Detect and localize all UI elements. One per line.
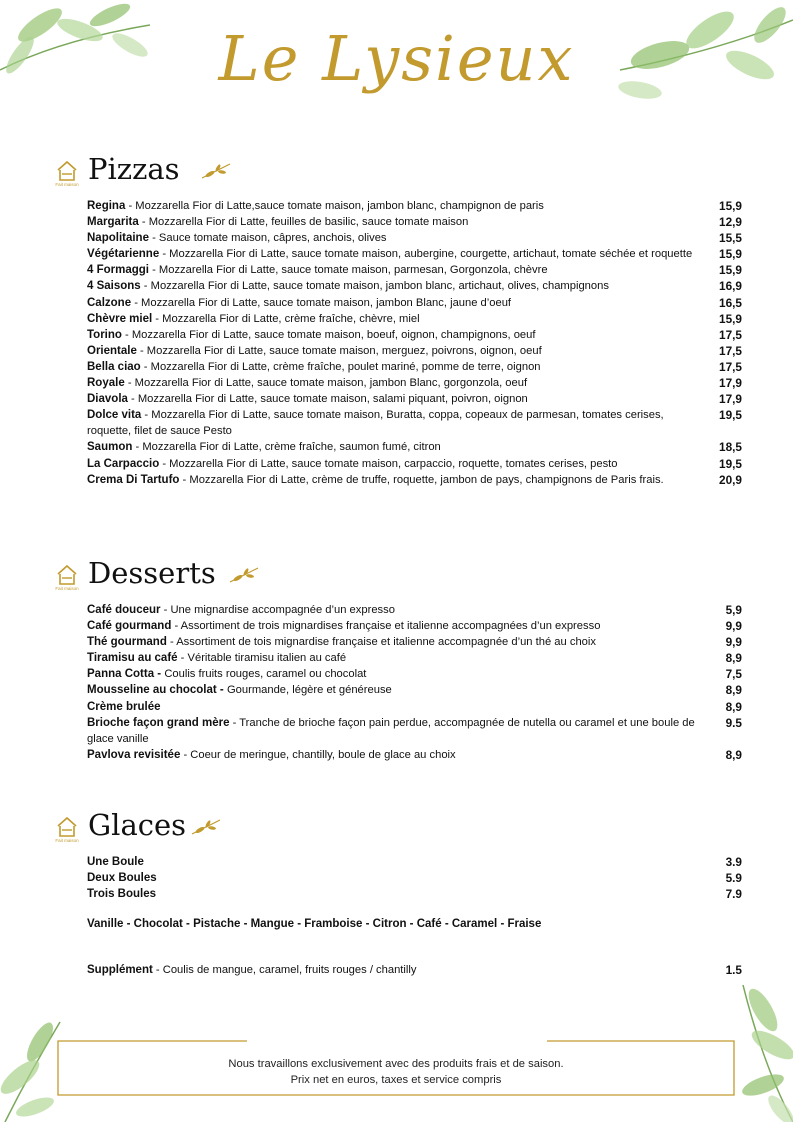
- menu-item-name: Crème brulée: [87, 700, 161, 713]
- menu-item-row: [87, 602, 742, 618]
- menu-item-name: Bella ciao: [87, 360, 141, 373]
- menu-item-price: 15,5: [719, 231, 742, 246]
- menu-item-row: [87, 854, 742, 870]
- menu-item-price: 15,9: [719, 263, 742, 278]
- menu-item-name: Brioche façon grand mère: [87, 716, 230, 729]
- menu-item-price: 16,9: [719, 279, 742, 294]
- desserts-list: [87, 602, 742, 763]
- pizzas-list: [87, 198, 742, 488]
- menu-item-price: 17,5: [719, 359, 742, 374]
- menu-item-description: Coulis fruits rouges, caramel ou chocolat: [164, 668, 367, 681]
- desserts-section: [52, 556, 742, 763]
- menu-item-description: - Mozzarella Fior di Latte, sauce tomate maison, jambon blanc, artichaut, olives, champignons: [140, 280, 609, 293]
- menu-item-price: 8,9: [725, 747, 742, 762]
- fait-maison-label: Fait maison: [55, 838, 79, 843]
- menu-item-name: Regina: [87, 200, 126, 212]
- menu-item-price: 3.9: [725, 855, 742, 869]
- menu-item-price: 20,9: [719, 472, 742, 487]
- menu-item-row: [87, 618, 742, 634]
- menu-item-price: 5,9: [725, 603, 742, 617]
- sprig-icon: [200, 162, 232, 180]
- menu-item-name: Chèvre miel: [87, 312, 153, 325]
- glaces-section: [52, 808, 742, 978]
- menu-item-description: - Mozzarella Fior di Latte, sauce tomate maison, salami piquant, poivron, oignon: [127, 393, 528, 406]
- menu-item-name: Une Boule: [87, 856, 144, 868]
- footer-line-1: Nous travaillons exclusivement avec des produits frais et de saison.: [228, 1058, 564, 1070]
- menu-item-row: [87, 246, 742, 262]
- menu-item-name: Dolce vita: [87, 409, 142, 422]
- menu-item-description: - Assortiment de trois mignardises française et italienne accompagnées d’un expresso: [171, 620, 601, 633]
- menu-item-description: - Mozzarella Fior di Latte, sauce tomate maison, merguez, poivrons, oignon, oeuf: [136, 344, 542, 357]
- menu-item-price: 5.9: [725, 871, 742, 886]
- menu-item-row: [87, 886, 742, 902]
- menu-item-row: [87, 472, 742, 488]
- menu-item-price: 19,5: [719, 456, 742, 471]
- menu-item-price: 15,9: [719, 247, 742, 262]
- menu-item-row: [87, 359, 742, 375]
- menu-item-name: Calzone: [87, 296, 132, 309]
- menu-item-row: [87, 747, 742, 763]
- menu-item-description: - Mozzarella Fior di Latte, crème fraîche, saumon fumé, citron: [132, 441, 441, 454]
- footer: [57, 1040, 735, 1096]
- menu-item-description: - Tranche de brioche façon pain perdue, accompagnée de nutella ou caramel et une boule de glace vanille: [87, 716, 695, 745]
- menu-item-price: 9.5: [725, 715, 742, 730]
- menu-item-price: 17,9: [719, 376, 742, 391]
- menu-item-price: 9,9: [725, 635, 742, 650]
- menu-item-price: 17,5: [719, 327, 742, 342]
- menu-item-price: 15,9: [719, 199, 742, 213]
- menu-item-row: [87, 262, 742, 278]
- menu-item-description: - Mozzarella Fior di Latte, crème fraîche, chèvre, miel: [152, 312, 420, 325]
- section-title: Glaces: [88, 808, 187, 842]
- fait-maison-label: Fait maison: [55, 182, 79, 187]
- glaces-header: [52, 808, 742, 854]
- menu-item-price: 12,9: [719, 215, 742, 230]
- menu-item-row: [87, 391, 742, 407]
- supplement-desc: - Coulis de mangue, caramel, fruits rouges / chantilly: [152, 964, 417, 977]
- menu-item-description: - Assortiment de tois mignardise française et italienne accompagnée d’un thé au choix: [166, 636, 596, 649]
- menu-item-name: Napolitaine: [87, 232, 149, 245]
- menu-item-name: Pavlova revisitée: [87, 748, 181, 761]
- menu-item-name: Tiramisu au café: [87, 652, 178, 665]
- pizzas-section: [52, 152, 742, 488]
- sprig-icon: [228, 566, 260, 584]
- menu-item-row: [87, 666, 742, 682]
- menu-item-description: - Mozzarella Fior di Latte, sauce tomate maison, aubergine, courgette, artichaut, tomate séchée et roquette: [159, 248, 693, 261]
- menu-item-name: 4 Saisons: [87, 280, 141, 293]
- menu-item-description: - Mozzarella Fior di Latte, sauce tomate maison, Buratta, coppa, copeaux de parmesan, tomates cerises, roquette, filet de sauce Pesto: [87, 409, 664, 438]
- menu-item-name: Trois Boules: [87, 888, 157, 901]
- menu-item-description: - Mozzarella Fior di Latte, sauce tomate maison, parmesan, Gorgonzola, chèvre: [148, 264, 548, 277]
- restaurant-title: Le Lysieux: [218, 22, 575, 95]
- menu-item-price: 16,5: [719, 295, 742, 310]
- menu-item-row: [87, 214, 742, 230]
- menu-item-description: - Mozzarella Fior di Latte, sauce tomate maison, boeuf, oignon, champignons, oeuf: [121, 328, 536, 341]
- glaces-flavours: Vanille - Chocolat - Pistache - Mangue - Framboise - Citron - Café - Caramel - Fraise: [87, 918, 542, 931]
- menu-item-name: La Carpaccio: [87, 457, 160, 470]
- menu-item-row: [87, 198, 742, 214]
- section-title: Desserts: [88, 556, 216, 590]
- menu-item-name: Saumon: [87, 441, 133, 454]
- menu-item-price: 17,9: [719, 392, 742, 407]
- menu-item-description: - Mozzarella Fior di Latte, crème fraîche, poulet mariné, pomme de terre, oignon: [140, 360, 541, 373]
- menu-item-row: [87, 230, 742, 246]
- menu-item-description: Gourmande, légère et généreuse: [226, 684, 392, 697]
- menu-item-row: [87, 278, 742, 294]
- menu-item-price: 7,5: [725, 667, 742, 682]
- menu-item-row: [87, 699, 742, 715]
- menu-item-price: 7.9: [725, 887, 742, 902]
- menu-item-row: [87, 375, 742, 391]
- menu-item-price: 19,5: [719, 408, 742, 423]
- menu-item-row: [87, 456, 742, 472]
- glaces-list: [87, 854, 742, 978]
- menu-item-price: 18,5: [719, 440, 742, 455]
- menu-item-name: Diavola: [87, 393, 128, 406]
- glaces-sizes: [87, 854, 742, 902]
- menu-item-price: 9,9: [725, 619, 742, 634]
- supplement-row: [87, 962, 742, 978]
- menu-item-name: Royale: [87, 377, 125, 390]
- sprig-icon: [190, 818, 222, 836]
- menu-item-row: [87, 407, 742, 439]
- menu-item-price: 8,9: [725, 699, 742, 714]
- menu-item-name: Thé gourmand: [87, 636, 167, 649]
- menu-item-name: Café douceur: [87, 604, 161, 616]
- menu-item-name: Crema Di Tartufo: [87, 473, 180, 486]
- menu-item-name: Café gourmand: [87, 620, 172, 633]
- menu-item-price: 17,5: [719, 343, 742, 358]
- menu-item-name: Orientale: [87, 344, 137, 357]
- supplement-price: 1.5: [725, 963, 742, 978]
- menu-item-description: - Mozzarella Fior di Latte, crème de truffe, roquette, jambon de pays, champignons de Paris frais.: [179, 473, 664, 486]
- pizzas-header: [52, 152, 742, 198]
- menu-item-name: Deux Boules: [87, 872, 157, 885]
- footer-line-2: Prix net en euros, taxes et service compris: [290, 1074, 502, 1086]
- menu-item-price: 8,9: [725, 683, 742, 698]
- menu-item-row: [87, 343, 742, 359]
- menu-item-name: Torino: [87, 328, 122, 341]
- menu-item-row: [87, 439, 742, 455]
- menu-item-description: - Mozzarella Fior di Latte, feuilles de basilic, sauce tomate maison: [138, 216, 469, 229]
- menu-item-row: [87, 715, 742, 747]
- menu-item-description: - Mozzarella Fior di Latte, sauce tomate maison, jambon Blanc, gorgonzola, oeuf: [124, 377, 528, 390]
- section-title: Pizzas: [88, 152, 180, 186]
- menu-item-row: [87, 295, 742, 311]
- menu-item-name: Végétarienne: [87, 248, 160, 261]
- menu-item-price: 15,9: [719, 311, 742, 326]
- menu-item-row: [87, 634, 742, 650]
- supplement-name: Supplément: [87, 964, 153, 977]
- menu-item-description: - Sauce tomate maison, câpres, anchois, olives: [148, 232, 387, 245]
- menu-item-name: 4 Formaggi: [87, 264, 149, 277]
- menu-item-row: [87, 682, 742, 698]
- menu-item-name: Panna Cotta -: [87, 668, 165, 681]
- menu-item-row: [87, 650, 742, 666]
- fait-maison-label: Fait maison: [55, 586, 79, 591]
- menu-item-description: - Mozzarella Fior di Latte, sauce tomate maison, carpaccio, roquette, tomates cerises, pesto: [159, 457, 618, 470]
- menu-item-row: [87, 870, 742, 886]
- menu-item-description: - Coeur de meringue, chantilly, boule de glace au choix: [180, 748, 456, 761]
- menu-item-description: - Mozzarella Fior di Latte, sauce tomate maison, jambon Blanc, jaune d’oeuf: [131, 296, 512, 309]
- menu-item-price: 8,9: [725, 651, 742, 666]
- menu-item-name: Margarita: [87, 216, 139, 229]
- menu-item-row: [87, 327, 742, 343]
- menu-item-description: - Mozzarella Fior di Latte,sauce tomate maison, jambon blanc, champignon de paris: [125, 200, 544, 212]
- menu-item-name: Mousseline au chocolat -: [87, 684, 227, 697]
- desserts-header: [52, 556, 742, 602]
- menu-item-description: - Une mignardise accompagnée d’un expresso: [160, 604, 395, 616]
- menu-item-row: [87, 311, 742, 327]
- menu-item-description: - Véritable tiramisu italien au café: [177, 652, 347, 665]
